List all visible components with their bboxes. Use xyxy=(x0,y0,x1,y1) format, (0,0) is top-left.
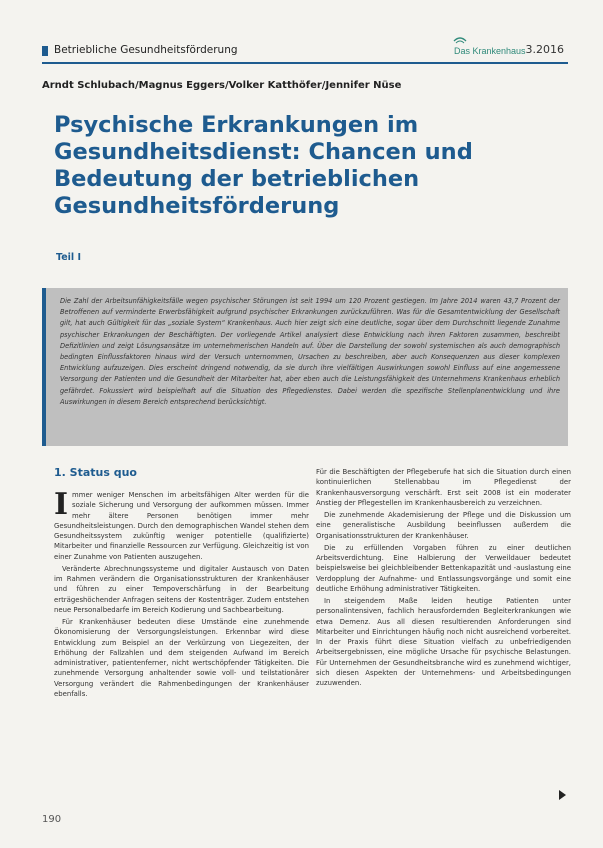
abstract-box xyxy=(42,288,568,446)
part-label: Teil I xyxy=(56,252,82,263)
drop-cap: I xyxy=(54,487,69,522)
paragraph: Veränderte Abrechnungssysteme und digitaler Austausch von Daten im Rahmen verändern die Organisationsstrukturen der Krankenhäuser und führen zu einer Tempoverschärfung in der Bearbeitung erträgeshöchender Anfragen seitens der Kostenträger. Zudem entstehen neue Personalbedarfe im Bereich Kodierung und Sachbearbeitung. xyxy=(54,564,309,614)
logo-text: Das Krankenhaus xyxy=(454,46,526,56)
authors: Arndt Schlubach/Magnus Eggers/Volker Katthöfer/Jennifer Nüse xyxy=(42,80,402,91)
paragraph: Für die Beschäftigten der Pflegeberufe hat sich die Situation durch einen kontinuierlichen Stellenabbau im Pflegedienst der Krankenhausversorgung verschärft. Erst seit 2008 ist ein moderater Anstieg der Pflegestellen im Krankenhausbereich zu verzeichnen. xyxy=(316,468,571,507)
header-section-title: Betriebliche Gesundheitsförderung xyxy=(54,44,238,56)
das-krankenhaus-logo xyxy=(452,34,526,58)
section-heading: 1. Status quo xyxy=(54,466,137,479)
running-header xyxy=(42,40,568,64)
paragraph: Immer weniger Menschen im arbeitsfähigen Alter werden für die soziale Sicherung und Versorgung der aufkommen müssen. Immer mehr ältere Personen benötigen immer mehr Gesundheitsleistungen. Durch den demographischen Wandel stehen dem Gesundheitssystem zukünftig weniger potentielle (qualifizierte) Mitarbeiter und finanzielle Ressourcen zur Verfügung. Gleichzeitig ist von einer Zunahme von Patienten auszugehen. xyxy=(54,487,309,561)
article-title: Psychische Erkrankungen im Gesundheitsdienst: Chancen und Bedeutung der betrieblichen Gesundheitsförderung xyxy=(54,112,473,219)
issue-number: 3.2016 xyxy=(525,43,564,56)
abstract-text: Die Zahl der Arbeitsunfähigkeitsfälle wegen psychischer Störungen ist seit 1994 um 120 Prozent gestiegen. Im Jahre 2014 waren 43,7 Prozent der Betroffenen auf verminderte Erwerbsfähigkeit aufgrund psychischer Erkrankungen zurückzuführen. Was für die Gesamtentwicklung der Gesellschaft gilt, hat auch Gültigkeit für das „soziale System“ Krankenhaus. Auch hier zeigt sich eine deutliche, sogar über dem Durchschnitt liegende Zunahme psychischer Erkrankungen der Beschäftigten. Der vorliegende Artikel analysiert diese Entwicklung nach ihren Faktoren zusammen, beschreibt Defizitlinien und zeigt Lösungsansätze im unternehmerischen Handeln auf. Über die Darstellung der sowohl systemischen als auch demographisch bedingten Einflussfaktoren hinaus wird der Versuch unternommen, Ursachen zu beschreiben, aber auch Konsequenzen aus dieser komplexen Entwicklung aufzuzeigen. Dies erscheint dringend notwendig, da sie durch ihre vielfältigen Auswirkungen sowohl Einfluss auf eine angemessene Versorgung der Patienten und die Gesundheit der Mitarbeiter hat, aber eben auch die Leistungsfähigkeit des Unternehmens Krankenhaus erheblich gefährdet. Fokussiert wird beispielhaft auf die Situation des Pflegedienstes. Dabei werden die spezifische Stellenplanentwicklung und ihre Auswirkungen in diesem Bereich entsprechend berücksichtigt. xyxy=(60,297,560,406)
paragraph: Für Krankenhäuser bedeuten diese Umstände eine zunehmende Ökonomisierung der Versorgungsleistungen. Erkennbar wird diese Entwicklung zum Beispiel an der Verkürzung von Liegezeiten, der Erhöhung der Fallzahlen und dem steigenden Aufwand im Bereich administrativer, patientenferner, nicht wertschöpfender Tätigkeiten. Die zunehmende Versorgung anhaltender sowie voll- und teilstationärer Versorgung verändert die Rahmenbedingungen der Krankenhäuser ebenfalls. xyxy=(54,618,309,698)
right-column xyxy=(316,467,571,807)
header-marker xyxy=(42,46,48,56)
left-column xyxy=(54,487,309,820)
page-number: 190 xyxy=(42,814,62,825)
paragraph: Die zu erfüllenden Vorgaben führen zu einer deutlichen Arbeitsverdichtung. Eine Halbierung der Verweildauer bedeutet beispielsweise bei gleichbleibender Bettenkapazität und -auslastung eine Verdopplung der Aufnahme- und Entlassungsvorgänge und somit eine deutliche Erhöhung administrativer Tätigkeiten. xyxy=(316,543,571,593)
paragraph: Die zunehmende Akademisierung der Pflege und die Diskussion um eine generalistische Ausbildung beeinflussen außerdem die Organisationsstrukturen der Krankenhäuser. xyxy=(316,511,571,540)
continue-arrow-icon xyxy=(559,790,566,800)
paragraph: In steigendem Maße leiden heutige Patienten unter personalintensiven, fachlich herausfordernden Begleiterkrankungen wie etwa Demenz. Aus all diesen resultierenden Anforderungen sind Mitarbeiter und Einrichtungen häufig noch nicht ausreichend vorbereitet. In der Praxis führt diese Situation vielfach zu unbefriedigenden Arbeitsergebnissen, eine mögliche Ursache für psychische Belastungen. Für Unternehmen der Gesundheitsbranche wird es zunehmend wichtiger, sich diesen Aspekten der Unternehmens- und Arbeitsbedingungen zuzuwenden. xyxy=(316,597,571,687)
